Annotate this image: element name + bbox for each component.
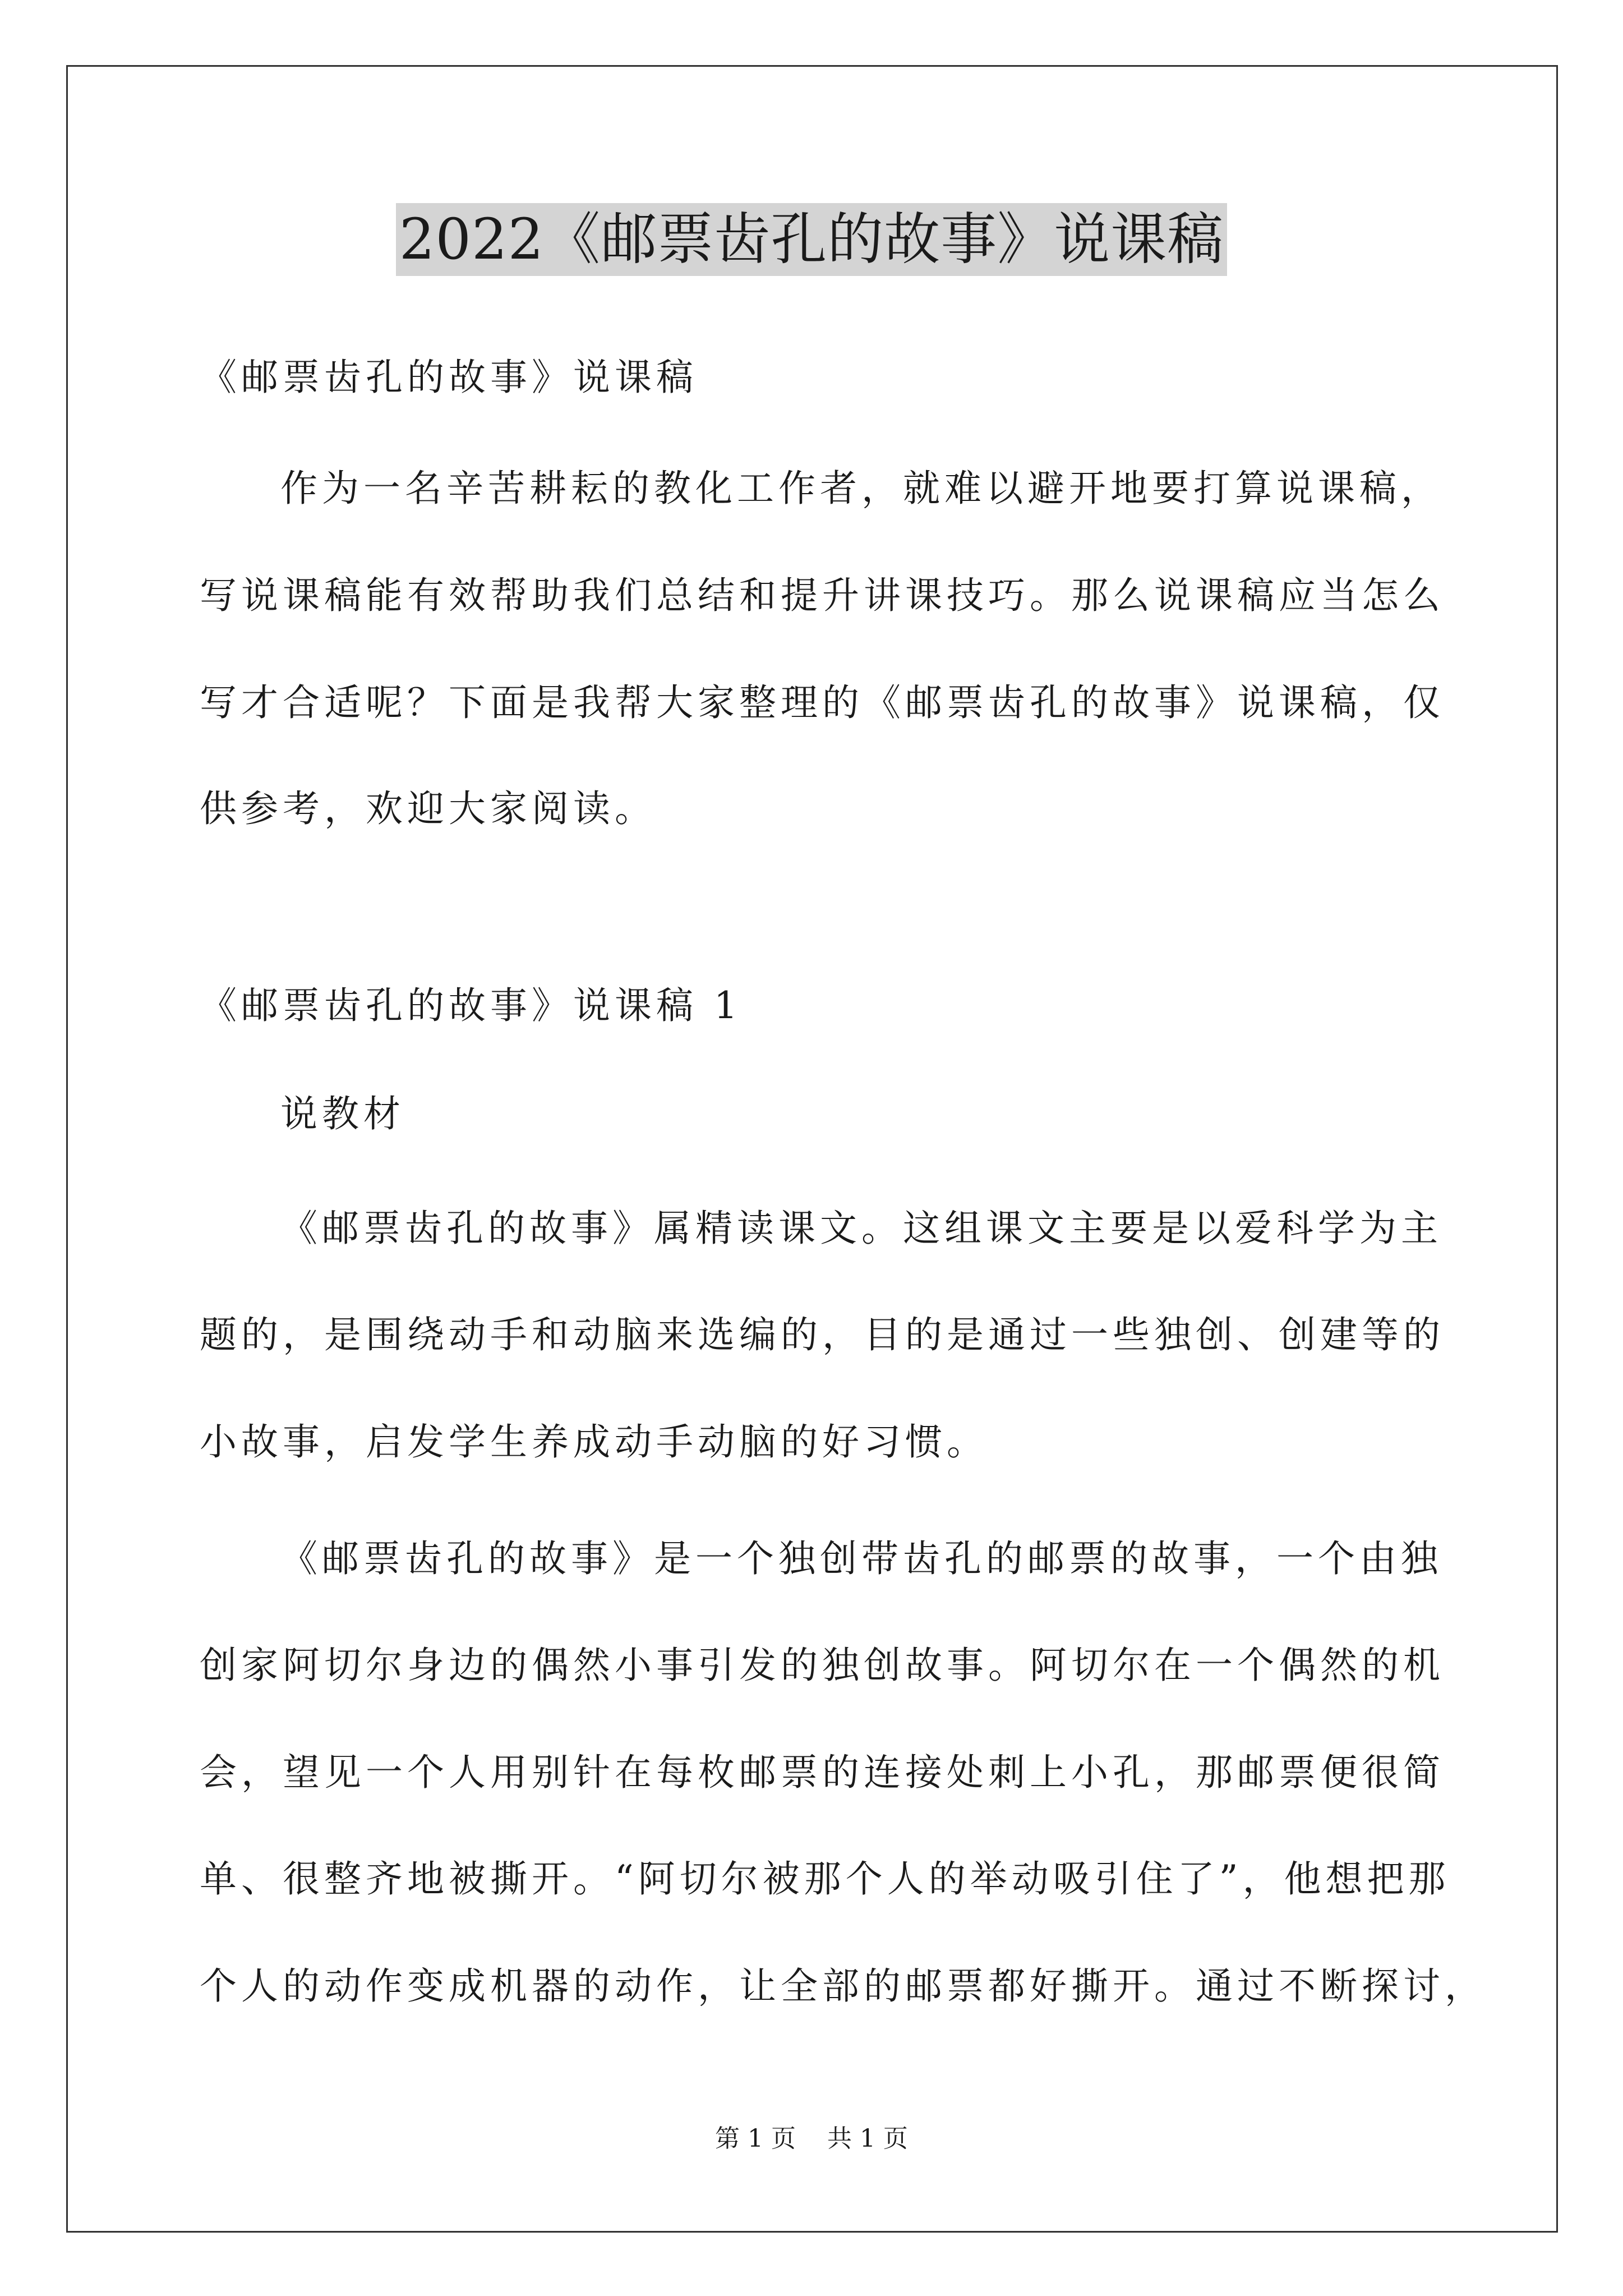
paragraph-line: 单、很整齐地被撕开。“阿切尔被那个人的举动吸引住了”，他想把那 xyxy=(200,1857,1450,1901)
section-heading: 《邮票齿孔的故事》说课稿 1 xyxy=(200,984,742,1027)
intro-line: 作为一名辛苦耕耘的教化工作者，就难以避开地要打算说课稿， xyxy=(280,467,1442,510)
paragraph-line: 小故事，启发学生养成动手动脑的好习惯。 xyxy=(200,1420,988,1464)
intro-line: 供参考，欢迎大家阅读。 xyxy=(200,787,656,830)
document-title: 2022《邮票齿孔的故事》说课稿 xyxy=(396,203,1228,276)
paragraph-line: 个人的动作变成机器的动作，让全部的邮票都好撕开。通过不断探讨， xyxy=(200,1964,1486,2008)
title-container xyxy=(0,203,1623,276)
intro-line: 写说课稿能有效帮助我们总结和提升讲课技巧。那么说课稿应当怎么 xyxy=(200,574,1445,617)
page-footer: 第 1 页 共 1 页 xyxy=(715,2124,908,2153)
intro-line: 写才合适呢？下面是我帮大家整理的《邮票齿孔的故事》说课稿，仅 xyxy=(200,681,1445,724)
paragraph-line: 创家阿切尔身边的偶然小事引发的独创故事。阿切尔在一个偶然的机 xyxy=(200,1644,1445,1687)
paragraph-line: 《邮票齿孔的故事》属精读课文。这组课文主要是以爱科学为主 xyxy=(280,1207,1442,1250)
paragraph-line: 题的，是围绕动手和动脑来选编的，目的是通过一些独创、创建等的 xyxy=(200,1313,1445,1356)
paragraph-line: 会，望见一个人用别针在每枚邮票的连接处刺上小孔，那邮票便很简 xyxy=(200,1751,1445,1794)
paragraph-line: 《邮票齿孔的故事》是一个独创带齿孔的邮票的故事，一个由独 xyxy=(280,1537,1442,1580)
document-subtitle: 《邮票齿孔的故事》说课稿 xyxy=(200,356,698,399)
section-subheading: 说教材 xyxy=(280,1092,405,1135)
